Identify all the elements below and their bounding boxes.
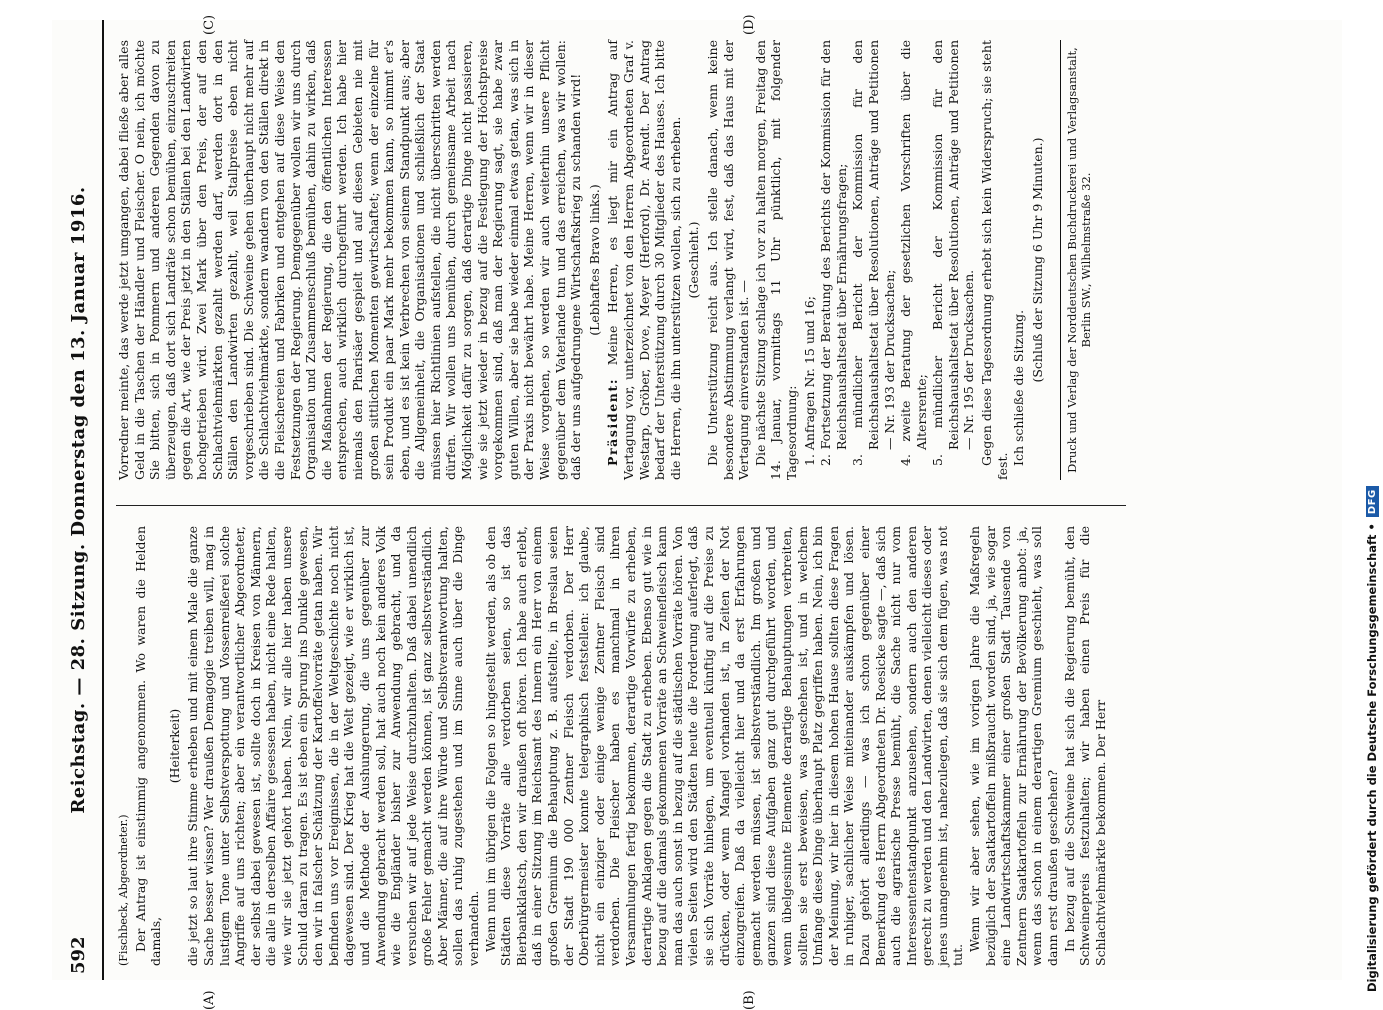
page-header [62, 20, 104, 980]
agenda-item: 1. Anfragen Nr. 15 und 16; [801, 295, 817, 466]
paragraph: Vorredner meinte, das werde jetzt umgangen, dabei fließe aber alles Geld in die Taschen der Händler und Fleischer. O nein, ich möchte Sie bitten, sich in Pommern und anderen Gegenden davon zu überzeugen, daß dort sich Landräte schon bemühen, einzuschreiten gegen die Art, wie der Preis jetzt in den Ställen bei den Landwirten hochgetrieben wird. Zwei Mark über den Preis, der auf den Schlachtviehmärkten gezahlt werden darf, werden dort in den Ställen den Landwirten gezahlt, weil Stallpreise eben nicht vorgeschrieben sind. Die Schweine gehen überhaupt nicht mehr auf die Schlachtviehmärkte, sondern wandern von den Ställen direkt in die Fleischereien und Fabriken und entgehen auf diese Weise den Festsetzungen der Regierung. Demgegenüber wollen wir uns durch Organisation und Zusammenschluß bemühen, dahin zu wirken, daß die Maßnahmen der Regierung, die den öffentlichen Interessen entsprechen, auch wirklich durchgeführt werden. Ich habe hier niemals den Pharisäer gespielt und auf diesen Gebieten nie mit großen sittlichen Momenten gewirtschaftet; wenn der einzelne für sein Produkt ein paar Mark mehr bekommen kann, so nimmt er's eben, und es ist kein Verbrechen von seinem Standpunkt aus; aber die Allgemeinheit, die Organisationen und schließlich der Staat müssen hier Richtlinien aufstellen, die nicht überschritten werden dürfen. Wir wollen uns bemühen, durch gemeinsame Arbeit nach Möglichkeit dafür zu sorgen, daß derartige Dinge nicht passieren, wie sie jetzt wieder in bezug auf die Festlegung der Höchstpreise vorgekommen sind, daß man der Regierung sagt, sie habe zwar guten Willen, aber sie habe wieder einmal etwas getan, was sich in der Praxis nicht bewährt habe. Meine Herren, wenn wir in dieser Weise vorgehen, so werden wir auch weiterhin unsere Pflicht gegenüber dem Vaterlande tun und das erreichen, was wir wollen: daß der uns aufgedrungene Wirtschaftskrieg zu schanden wird! [116, 40, 584, 480]
imprint: Druck und Verlag der Norddeutschen Buchdruckerei und Verlagsanstalt, Berlin SW., Wilhelmstraße 32. [1060, 40, 1093, 480]
margin-marker-a: (A) [202, 990, 217, 1010]
interjection: (Lebhaftes Bravo links.) [586, 184, 602, 336]
paragraph: Die nächste Sitzung schlage ich vor zu halten morgen, Freitag den 14. Januar, vormittags 11 Uhr pünktlich, mit folgender Tagesordnung: [752, 40, 799, 480]
speaker-intro: (Fischbeck, Abgeordneter.) [117, 814, 130, 966]
agenda-list [802, 40, 978, 466]
president-label: Präsident: [605, 377, 621, 466]
agenda-item: 5. mündlicher Bericht der Kommission für den Reichshaushaltsetat über Resolutionen, Anträge und Petitionen — Nr. 195 der Drucksachen. [930, 40, 977, 466]
president-text: Meine Herren, es liegt mir ein Antrag auf Vertagung vor, unterzeichnet von den Herren Abgeordneten Graf v. Westarp, Gröber, Dove, Meyer (Herford), Dr. Arendt. Der Antrag bedarf der Unterstützung durch 30 Mitglieder des Hauses. Ich bitte die Herren, die ihn unterstützen wollen, sich zu erheben. [605, 40, 683, 480]
paragraph: Wenn nun im übrigen die Folgen so hingestellt werden, als ob den Städten diese Vorräte alle verdorben seien, so ist das Bierbankklatsch, den wir draußen oft hören. Ich habe auch erlebt, daß in einer Sitzung im Reichsamt des Innern ein Herr von einem großen Gremium die Behauptung z. B. aufstellte, in Breslau seien der Stadt 190 000 Zentner Fleisch verdorben. Der Herr Oberbürgermeister konnte telegraphisch feststellen: ich glaube, nicht ein einziger oder einige wenige Zentner Fleisch sind verdorben. Die Fleischer haben es manchmal in ihren Versammlungen fertig bekommen, derartige Vorwürfe zu erheben, derartige Anklagen gegen die Stadt zu erheben. Ebenso gut wie in bezug auf die damals gekommenen Vorräte an Schweinefleisch kann man das auch sonst in bezug auf die städtischen Vorräte hören. Von vielen Seiten wird den Städten heute die Forderung auferlegt, daß sie sich Vorräte hinlegen, um eventuell künftig auf die Preise zu drücken, oder wenn Mangel vorhanden ist, in Zeiten der Not einzugreifen. Daß da vielleicht hier und da erst Erfahrungen gemacht werden müssen, ist selbstverständlich. Im großen und ganzen sind diese Aufgaben ganz gut durchgeführt worden, und wenn übelgesinnte Elemente derartige Behauptungen verbreiten, sollten sie erst beweisen, was geschehen ist, und in welchem Umfange diese Dinge überhaupt Platz gegriffen haben. Nein, ich bin der Meinung, wir hier in diesem hohen Hause sollten diese Fragen in ruhiger, sachlicher Weise miteinander auskämpfen und lösen. Dazu gehört allerdings — was ich schon gegenüber einer Bemerkung des Herrn Abgeordneten Dr. Roesicke sagte —, daß sich auch die agrarische Presse bemüht, die Sache nicht nur vom Interessentenstandpunkt anzusehen, sondern auch den anderen gerecht zu werden und den Landwirten, denen vielleicht dieses oder jenes unangenehm ist, nahezulegen, daß sie sich dem fügen, was not tut. [482, 526, 966, 966]
right-column [116, 40, 1048, 480]
rotated-newspaper-page [52, 14, 1342, 1010]
paragraph: die jetzt so laut ihre Stimme erheben und mit einem Male die ganze Sache besser wissen? Wer draußen Demagogie treiben will, mag in lustigem Tone unter Selbstverspottung und Vossenreißerei solche Angriffe auf uns richten; aber ein verantwortlicher Abgeordneter, der selbst dabei gewesen ist, sollte doch in Kreisen von Männern, die alle in derselben Affaire gesessen haben, nicht eine Rede halten, wie wir sie jetzt gehört haben. Nein, wir alle hier haben unsere Schuld daran zu tragen. Es ist eben ein Sprung ins Dunkle gewesen, den wir in falscher Schätzung der Kartoffelvorräte getan haben. Wir befinden uns vor Ereignissen, die in der Weltgeschichte noch nicht dagewesen sind. Der Krieg hat die Welt gezeigt, wie er wirklich ist, und die Methode der Aushungerung, die uns gegenüber zur Anwendung gebracht werden soll, hat auch noch kein anderes Volk wie die Engländer bisher zur Anwendung gebracht, und da versuchen wir auf jede Weise durchzuhalten. Daß dabei unendlich große Fehler gemacht werden können, ist ganz selbstverständlich. Aber Männer, die auf ihre Würde und Selbstverantwortung halten, sollen das ruhig zugestehen und im Sinne auch über die Dinge verhandeln. [185, 526, 482, 966]
paragraph: Gegen diese Tagesordnung erhebt sich kein Widerspruch; sie steht fest. [979, 40, 1010, 480]
margin-marker-c: (C) [202, 14, 217, 35]
margin-marker-d: (D) [742, 14, 757, 35]
president-paragraph [605, 40, 683, 480]
watermark-text: Digitalisierung gefördert durch die Deutsche Forschungsgemeinschaft • [1365, 523, 1379, 992]
page-number: 592 [68, 936, 89, 974]
agenda-item: 4. zweite Beratung der gesetzlichen Vorschriften über die Altersrente; [898, 40, 929, 466]
paragraph: Die Unterstützung reicht aus. Ich stelle danach, wenn keine besondere Abstimmung verlangt wird, fest, daß das Haus mit der Vertagung einverstanden ist. — [704, 40, 752, 480]
digitization-watermark [1365, 8, 1379, 992]
column-divider [116, 505, 1126, 506]
agenda-item: 3. mündlicher Bericht der Kommission für den Reichshaushaltsetat über Resolutionen, Anträge und Petitionen — Nr. 193 der Drucksachen; [850, 40, 897, 466]
paragraph: In bezug auf die Schweine hat sich die Regierung bemüht, den Schweinepreis festzuhalten; wir haben einen Preis für die Schlachtviehmärkte bekommen. Der Herr [1061, 526, 1108, 966]
agenda-item: 2. Fortsetzung der Beratung des Berichts der Kommission für den Reichshaushaltsetat über Ernährungsfragen; [818, 40, 849, 466]
interjection: (Geschieht.) [686, 221, 702, 299]
running-title: Reichstag. — 28. Sitzung. Donnerstag den 13. Januar 1916. [68, 186, 89, 814]
left-column [116, 526, 1109, 966]
paragraph: Ich schließe die Sitzung. [1011, 309, 1027, 466]
interjection: (Heiterkeit) [166, 708, 182, 784]
dfg-logo: DFG [1366, 486, 1379, 517]
paragraph: Wenn wir aber sehen, wie im vorigen Jahre die Maßregeln bezüglich der Saatkartoffeln mißbraucht worden sind, ja, wie sogar eine Landwirtschaftskammer einer großen Stadt Tausende von Zentnern Saatkartoffeln zur Ernährung der Bevölkerung anbot: ja, wenn das schon in einem derartigen Gremium geschieht, was soll dann erst draußen geschehen? [967, 526, 1061, 966]
margin-marker-b: (B) [742, 990, 757, 1010]
closing-note: (Schluß der Sitzung 6 Uhr 9 Minuten.) [1029, 137, 1045, 383]
paragraph: Der Antrag ist einstimmig angenommen. Wo waren die Helden damals, [132, 526, 164, 966]
